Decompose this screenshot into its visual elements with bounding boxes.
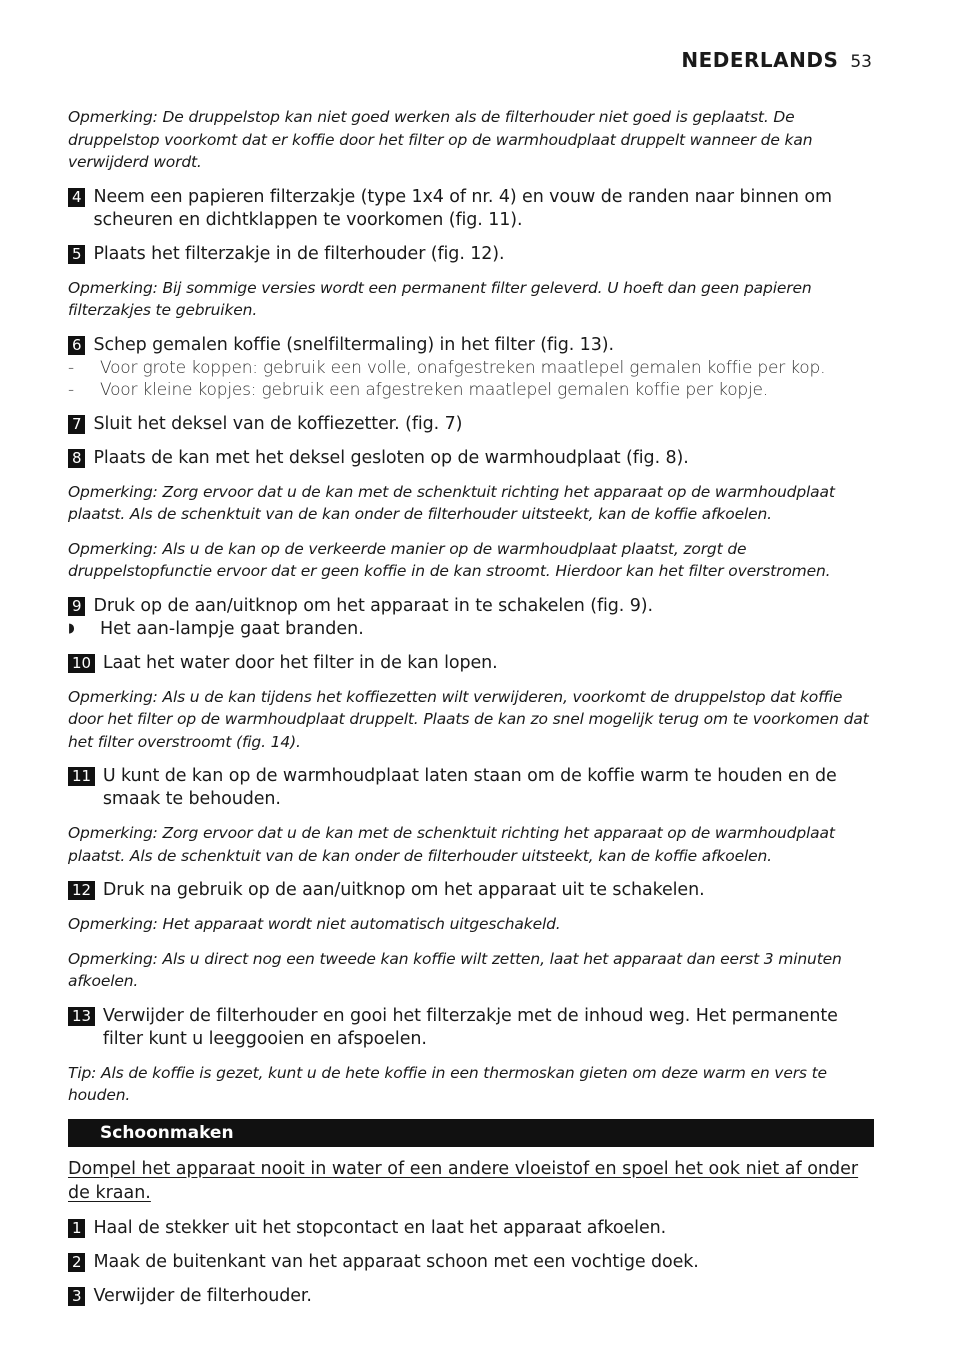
step-text: Schep gemalen koffie (snelfiltermaling) in het filter (fig. 13). bbox=[93, 334, 614, 355]
step-4 bbox=[68, 186, 874, 232]
step-number-badge: 13 bbox=[68, 1007, 95, 1026]
step-number-badge: 3 bbox=[68, 1287, 85, 1306]
tip-thermos: Tip: Als de koffie is gezet, kunt u de hete koffie in een thermoskan gieten om deze warm en vers te houden. bbox=[68, 1063, 827, 1104]
step-6 bbox=[68, 334, 874, 357]
step-6-sublist bbox=[68, 357, 874, 401]
note-dripstop: Opmerking: De druppelstop kan niet goed werken als de filterhouder niet goed is geplaatst. De druppelstop voorkomt dat er koffie door het filter op de warmhoudplaat druppelt wanneer de kan verwijderd wordt. bbox=[68, 108, 813, 171]
step-12 bbox=[68, 879, 874, 902]
step-number-badge: 7 bbox=[68, 415, 85, 434]
step-text: Plaats het filterzakje in de filterhouder (fig. 12). bbox=[93, 243, 505, 264]
list-item-text: Voor grote koppen: gebruik een volle, onafgestreken maatlepel gemalen koffie per kop. bbox=[100, 357, 826, 378]
step-number-badge: 1 bbox=[68, 1219, 85, 1238]
section-heading-cleaning: Schoonmaken bbox=[68, 1119, 874, 1147]
step-number-badge: 9 bbox=[68, 597, 85, 616]
step-text: Druk na gebruik op de aan/uitknop om het apparaat uit te schakelen. bbox=[102, 880, 705, 900]
step-text: Laat het water door het filter in de kan lopen. bbox=[102, 652, 498, 673]
step-text: Verwijder de filterhouder. bbox=[93, 1285, 312, 1306]
result-arrow-icon: ◗ bbox=[68, 620, 75, 636]
cleaning-step-3 bbox=[68, 1285, 874, 1308]
page-header bbox=[681, 48, 872, 72]
step-text: Plaats de kan met het deksel gesloten op de warmhoudplaat (fig. 8). bbox=[93, 447, 689, 468]
list-item-text: Voor kleine kopjes: gebruik een afgestreken maatlepel gemalen koffie per kopje. bbox=[100, 379, 768, 400]
step-9 bbox=[68, 595, 874, 618]
step-8 bbox=[68, 447, 874, 470]
step-text: Verwijder de filterhouder en gooi het filterzakje met de inhoud weg. Het permanente filter kunt u leeggooien en afspoelen. bbox=[102, 1005, 838, 1049]
note-no-auto-off: Opmerking: Het apparaat wordt niet automatisch uitgeschakeld. bbox=[68, 915, 561, 933]
step-number-badge: 6 bbox=[68, 336, 85, 355]
cleaning-step-2 bbox=[68, 1251, 874, 1274]
note-second-jug: Opmerking: Als u direct nog een tweede kan koffie wilt zetten, laat het apparaat dan eerst 3 minuten afkoelen. bbox=[68, 949, 842, 990]
step-number-badge: 11 bbox=[68, 767, 95, 786]
step-text: Druk op de aan/uitknop om het apparaat in te schakelen (fig. 9). bbox=[93, 595, 653, 616]
step-number-badge: 8 bbox=[68, 449, 85, 468]
warning-no-water: Dompel het apparaat nooit in water of een andere vloeistof en spoel het ook niet af onder de kraan. bbox=[68, 1158, 859, 1203]
language-label: NEDERLANDS bbox=[681, 48, 839, 72]
step-5 bbox=[68, 243, 874, 266]
step-text: Maak de buitenkant van het apparaat schoon met een vochtige doek. bbox=[93, 1251, 699, 1272]
step-11 bbox=[68, 765, 874, 811]
step-text: U kunt de kan op de warmhoudplaat laten staan om de koffie warm te houden en de smaak te behouden. bbox=[102, 766, 837, 809]
step-text: Haal de stekker uit het stopcontact en laat het apparaat afkoelen. bbox=[93, 1217, 667, 1238]
cleaning-step-1 bbox=[68, 1217, 874, 1240]
manual-content bbox=[68, 106, 874, 1319]
step-number-badge: 4 bbox=[68, 188, 85, 207]
note-spout-direction-2: Opmerking: Zorg ervoor dat u de kan met de schenktuit richting het apparaat op de warmhoudplaat plaatst. Als de schenktuit van de kan onder de filterhouder uitsteekt, kan de koffie afkoelen. bbox=[68, 824, 835, 865]
dash-bullet: - bbox=[68, 379, 74, 400]
step-number-badge: 10 bbox=[68, 654, 95, 673]
note-permanent-filter: Opmerking: Bij sommige versies wordt een permanent filter geleverd. U hoeft dan geen papieren filterzakjes te gebruiken. bbox=[68, 278, 812, 319]
dash-bullet: - bbox=[68, 357, 74, 378]
step-10 bbox=[68, 652, 874, 675]
step-number-badge: 12 bbox=[68, 881, 95, 900]
step-number-badge: 2 bbox=[68, 1253, 85, 1272]
page-number: 53 bbox=[850, 52, 872, 72]
list-item bbox=[68, 379, 874, 401]
step-13 bbox=[68, 1005, 874, 1051]
list-item bbox=[68, 357, 874, 379]
step-number-badge: 5 bbox=[68, 245, 85, 264]
note-remove-jug: Opmerking: Als u de kan tijdens het koffiezetten wilt verwijderen, voorkomt de druppelstop dat koffie door het filter op de warmhoudplaat druppelt. Plaats de kan zo snel mogelijk terug om te voorkomen dat het filter overstroomt (fig. 14). bbox=[68, 687, 869, 751]
step-7 bbox=[68, 413, 874, 436]
step-text: Neem een papieren filterzakje (type 1x4 of nr. 4) en vouw de randen naar binnen om scheuren en dichtklappen te voorkomen (fig. 11). bbox=[93, 186, 832, 230]
result-text: Het aan-lampje gaat branden. bbox=[100, 618, 364, 639]
note-wrong-placement: Opmerking: Als u de kan op de verkeerde manier op de warmhoudplaat plaatst, zorgt de druppelstopfunctie ervoor dat er geen koffie in de kan stroomt. Hierdoor kan het filter overstromen. bbox=[68, 539, 831, 580]
step-9-result bbox=[68, 618, 874, 640]
note-spout-direction: Opmerking: Zorg ervoor dat u de kan met de schenktuit richting het apparaat op de warmhoudplaat plaatst. Als de schenktuit van de kan onder de filterhouder uitsteekt, kan de koffie afkoelen. bbox=[68, 482, 835, 523]
step-text: Sluit het deksel van de koffiezetter. (fig. 7) bbox=[93, 413, 463, 434]
